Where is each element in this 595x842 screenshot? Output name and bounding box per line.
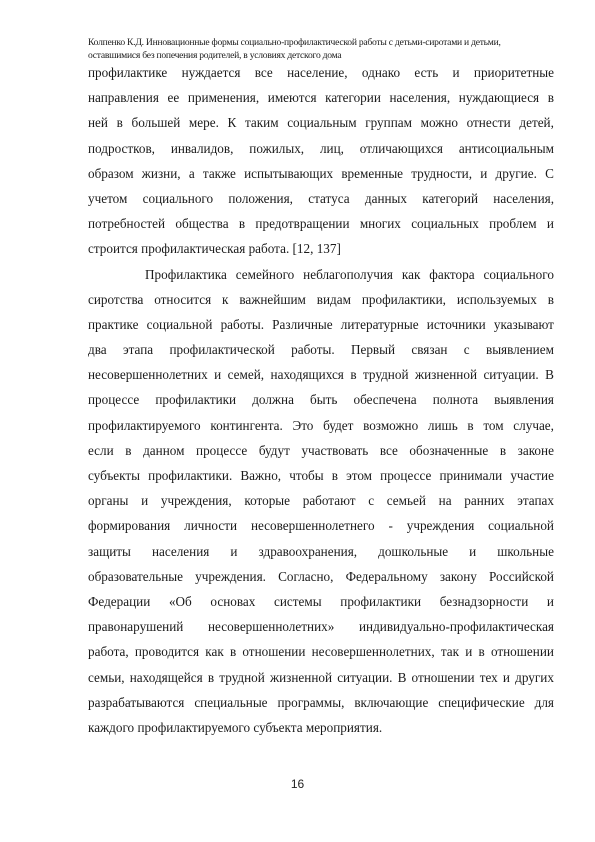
word: Российской <box>489 568 554 584</box>
word: проблем <box>489 216 537 232</box>
text-line <box>88 715 554 740</box>
word: школьные <box>497 543 554 559</box>
word: пожилых, <box>249 140 305 156</box>
word: профилактируемого <box>88 417 201 433</box>
word: трудной <box>219 669 265 685</box>
word: учетом <box>88 190 128 206</box>
word: учреждения <box>406 518 475 534</box>
word: работы. <box>220 316 265 332</box>
word: в <box>350 367 357 383</box>
word: отношении <box>411 669 475 685</box>
text-line <box>88 488 554 513</box>
word: «Об <box>168 593 192 609</box>
text-line <box>88 85 554 110</box>
word: профилактики. <box>148 468 233 483</box>
word: нуждающиеся <box>458 90 540 106</box>
word: социальных <box>411 216 479 232</box>
word: и <box>480 165 488 181</box>
word: образовательные <box>88 568 184 584</box>
text-line <box>88 161 554 186</box>
text-line <box>88 463 554 488</box>
word: в <box>207 669 215 685</box>
word: профилактике <box>88 65 168 80</box>
word: Важно, <box>240 468 282 483</box>
word: и <box>214 367 222 383</box>
word: категории <box>325 90 381 106</box>
word: фактора <box>429 266 475 282</box>
word: социального <box>142 190 214 206</box>
word: можно <box>420 115 458 131</box>
word: для <box>534 694 554 710</box>
word: участвовать <box>301 442 369 458</box>
word: субъекты <box>88 468 141 483</box>
word: Федеральному <box>345 568 428 584</box>
text-line <box>88 236 554 261</box>
word: в <box>499 442 507 458</box>
word: так <box>440 644 460 660</box>
word: процессе <box>380 468 432 483</box>
word: участие <box>510 468 554 483</box>
word: как <box>401 266 421 282</box>
word: таким <box>244 115 279 131</box>
word: несовершеннолетних» <box>207 619 335 635</box>
word: Профилактика <box>145 266 227 282</box>
text-line <box>88 539 554 564</box>
word: формирования <box>88 518 171 534</box>
word: трудной <box>362 367 409 383</box>
word: лиц, <box>319 140 344 156</box>
word: Федерации <box>88 593 151 609</box>
word: работают <box>302 493 356 509</box>
word: быть <box>310 392 338 408</box>
word: ситуации. <box>483 367 539 383</box>
word: сиротства <box>88 291 144 307</box>
word: в <box>116 115 123 131</box>
word: несовершеннолетних <box>88 367 208 383</box>
word: этом <box>346 468 373 483</box>
word: выявления <box>494 392 554 408</box>
word: других <box>515 669 554 685</box>
word: лишь <box>427 417 458 433</box>
word: и <box>502 669 510 685</box>
word: относится <box>154 291 212 307</box>
word: населения, <box>493 190 554 206</box>
text-line <box>88 589 554 614</box>
word: все <box>254 65 273 80</box>
word: положения, <box>228 190 293 206</box>
word: данных <box>364 190 408 206</box>
word: данном <box>143 442 185 458</box>
word: будет <box>323 417 354 433</box>
word: ситуации. <box>337 669 393 685</box>
word: социальной <box>146 316 213 332</box>
word: полнота <box>432 392 479 408</box>
text-line <box>88 362 554 387</box>
word: разрабатываются <box>88 694 185 710</box>
word: находящихся <box>270 367 344 383</box>
word: а <box>188 165 195 181</box>
word: защиты <box>88 543 131 559</box>
word: приоритетные <box>473 65 554 80</box>
word: категорий <box>422 190 479 206</box>
word: жизненной <box>269 669 333 685</box>
word: основах <box>210 593 256 609</box>
text-line <box>88 287 554 312</box>
word: и <box>465 644 473 660</box>
text-line <box>88 60 554 85</box>
word: ней <box>88 115 108 131</box>
text-line <box>88 513 554 538</box>
word: ее <box>167 90 180 106</box>
word: семьей <box>386 493 426 509</box>
word: направления <box>88 90 159 106</box>
word: отнести <box>466 115 511 131</box>
word: в <box>331 468 338 483</box>
word: закону <box>439 568 477 584</box>
text-line <box>88 564 554 589</box>
word: этапах <box>517 493 554 509</box>
word: законе <box>517 442 554 458</box>
word: С <box>545 165 554 181</box>
word: социального <box>483 266 554 282</box>
word: также <box>202 165 236 181</box>
word: в <box>478 644 485 660</box>
word: находящейся <box>129 669 203 685</box>
word: обеспечена <box>353 392 417 408</box>
word: профилактики <box>155 392 237 408</box>
word: и <box>469 543 477 559</box>
word: применения, <box>187 90 260 106</box>
text-line <box>88 136 554 161</box>
word: видам <box>316 291 351 307</box>
word: процессе <box>88 392 140 408</box>
word: все <box>379 442 398 458</box>
word: литературные <box>340 316 419 332</box>
word: с <box>368 493 375 509</box>
word: трудности, <box>411 165 473 181</box>
word: социальным <box>287 115 357 131</box>
word: контингента. <box>210 417 283 433</box>
word: здравоохранения, <box>258 543 358 559</box>
word: Различные <box>272 316 333 332</box>
text-line <box>88 639 554 664</box>
word: отношении <box>490 644 554 660</box>
word: однако <box>361 65 401 80</box>
word: учреждения. <box>195 568 266 584</box>
word: и <box>546 216 554 232</box>
word: системы <box>274 593 322 609</box>
word: образом <box>88 165 134 181</box>
word: том <box>483 417 504 433</box>
word: испытывающих <box>244 165 334 181</box>
word: обозначенные <box>409 442 489 458</box>
word: если <box>88 442 114 458</box>
text-line <box>88 186 554 211</box>
text-line <box>88 665 554 690</box>
word: включающие <box>354 694 429 710</box>
word: безнадзорности <box>439 593 529 609</box>
word: в <box>547 291 554 307</box>
word: мере. <box>188 115 219 131</box>
word: многих <box>359 216 401 232</box>
word: в <box>229 644 237 660</box>
word: К <box>227 115 237 131</box>
word: принимали <box>439 468 503 483</box>
word: В <box>545 367 554 383</box>
word: в <box>238 216 246 232</box>
word: большей <box>131 115 181 131</box>
word: жизни, <box>141 165 181 181</box>
word: используемых <box>456 291 537 307</box>
word: отношении <box>242 644 306 660</box>
text-line <box>88 413 554 438</box>
word: будут <box>258 442 290 458</box>
word: детей, <box>519 115 554 131</box>
word: профилактики <box>340 593 422 609</box>
word: случае, <box>513 417 554 433</box>
word: с <box>463 342 470 358</box>
word: жизненной <box>414 367 478 383</box>
word: нуждается <box>181 65 241 80</box>
text-line-content: каждого профилактируемого субъекта мероприятия. <box>88 719 383 735</box>
word: к <box>222 291 229 307</box>
word: предотвращении <box>255 216 350 232</box>
word: несовершеннолетнего <box>250 518 375 534</box>
word: есть <box>414 65 439 80</box>
word: семьи, <box>88 669 125 685</box>
word: и <box>546 593 554 609</box>
word: неблагополучия <box>303 266 393 282</box>
word: антисоциальным <box>458 140 554 156</box>
word: временные <box>341 165 404 181</box>
word: чтобы <box>289 468 324 483</box>
page-number: 16 <box>290 777 305 791</box>
word: этапа <box>122 342 154 358</box>
word: программы, <box>277 694 345 710</box>
word: имеются <box>267 90 317 106</box>
word: и <box>452 65 460 80</box>
word: социальной <box>488 518 554 534</box>
word: работы. <box>291 342 335 358</box>
word: проводится <box>134 644 200 660</box>
header-line: оставшимися без попечения родителей, в условиях детского дома <box>88 50 342 61</box>
word: Согласно, <box>278 568 334 584</box>
text-line <box>88 211 554 236</box>
header-line: Колпенко К.Д. Инновационные формы социально-профилактической работы с детьми-сиротами и детьми, <box>88 37 501 48</box>
word: семейного <box>235 266 295 282</box>
word: населения <box>151 543 210 559</box>
word: тех <box>479 669 498 685</box>
word: профилактики, <box>361 291 446 307</box>
word: выявлением <box>485 342 554 358</box>
word: ранних <box>464 493 505 509</box>
word: возможно <box>363 417 419 433</box>
word: Первый <box>350 342 396 358</box>
word: как <box>205 644 224 660</box>
word: и <box>141 493 149 509</box>
word: население, <box>287 65 348 80</box>
word: указывают <box>493 316 554 332</box>
word: должна <box>252 392 294 408</box>
word: Это <box>292 417 314 433</box>
word: дошкольные <box>378 543 449 559</box>
body-text <box>88 60 554 740</box>
word: группам <box>365 115 412 131</box>
word: семей, <box>227 367 265 383</box>
word: профилактической <box>169 342 275 358</box>
word: процессе <box>196 442 248 458</box>
word: в <box>467 417 474 433</box>
text-line <box>88 614 554 639</box>
word: - <box>388 518 393 534</box>
word: связан <box>411 342 448 358</box>
word: другие. <box>495 165 537 181</box>
word: два <box>88 342 107 358</box>
word: источники <box>426 316 486 332</box>
word: подростков, <box>88 140 155 156</box>
word: населения, <box>389 90 451 106</box>
text-line <box>88 262 554 287</box>
text-line <box>88 337 554 362</box>
word: инвалидов, <box>170 140 234 156</box>
word: индивидуально-профилактическая <box>358 619 554 635</box>
text-line <box>88 387 554 412</box>
word: учреждения, <box>160 493 232 509</box>
word: в <box>547 90 554 106</box>
word: статуса <box>308 190 350 206</box>
text-line <box>88 312 554 337</box>
word: и <box>230 543 238 559</box>
word: важнейшим <box>239 291 306 307</box>
text-line-content: строится профилактическая работа. [12, 137] <box>88 241 341 257</box>
word: в <box>125 442 132 458</box>
text-line <box>88 438 554 463</box>
word: на <box>438 493 452 509</box>
word: потребностей <box>88 216 166 232</box>
word: практике <box>88 316 139 332</box>
text-line <box>88 690 554 715</box>
word: общества <box>175 216 229 232</box>
word: специфические <box>438 694 525 710</box>
word: специальные <box>194 694 268 710</box>
word: работа, <box>88 644 129 660</box>
word: несовершеннолетних, <box>311 644 435 660</box>
word: отличающихся <box>359 140 443 156</box>
running-header <box>88 36 558 62</box>
word: правонарушений <box>88 619 184 635</box>
word: органы <box>88 493 129 509</box>
word: которые <box>244 493 291 509</box>
word: В <box>397 669 407 685</box>
word: личности <box>184 518 238 534</box>
text-line <box>88 110 554 135</box>
